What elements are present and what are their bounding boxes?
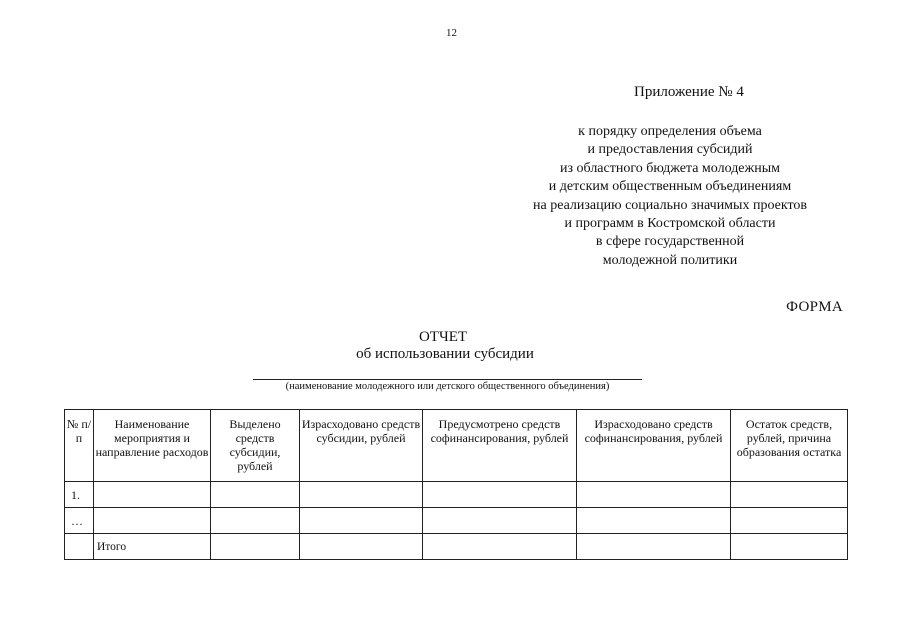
column-header-allocated: Выделено средств субсидии, рублей: [211, 410, 300, 482]
column-header-cofinancing-spent: Израсходовано средств софинансирования, рублей: [577, 410, 731, 482]
row-number: [65, 534, 94, 560]
page-number: 12: [446, 27, 457, 39]
table-cell: [300, 508, 423, 534]
table-cell: [211, 534, 300, 560]
table-cell: [577, 534, 731, 560]
table-cell: [300, 482, 423, 508]
row-number: …: [65, 508, 94, 534]
appendix-description: [520, 123, 820, 270]
appendix-line: к порядку определения объема: [578, 124, 762, 139]
table-cell: [731, 482, 848, 508]
appendix-line: и детским общественным объединениям: [548, 179, 792, 195]
table-cell: [577, 482, 731, 508]
table-cell: [300, 534, 423, 560]
appendix-line: на реализацию социально значимых проектов: [532, 197, 807, 213]
table-total-row: [65, 534, 848, 560]
report-title: ОТЧЕТ: [418, 329, 468, 345]
table-row: [65, 482, 848, 508]
table-cell: [423, 508, 577, 534]
appendix-title: Приложение № 4: [634, 84, 744, 100]
column-header-number: № п/п: [65, 410, 94, 482]
table-cell: [423, 534, 577, 560]
table-cell: [731, 508, 848, 534]
appendix-line: из областного бюджета молодежным: [560, 160, 780, 176]
appendix-line: и программ в Костромской области: [564, 216, 776, 232]
table-cell: [577, 508, 731, 534]
organization-caption: (наименование молодежного или детского общественного объединения): [285, 381, 610, 392]
activity-cell: [94, 508, 211, 534]
table-cell: [211, 482, 300, 508]
total-label: Итого: [94, 534, 211, 560]
table-cell: [423, 482, 577, 508]
appendix-line: в сфере государственной: [595, 234, 745, 250]
activity-cell: [94, 482, 211, 508]
organization-name-line: [253, 379, 642, 380]
form-label: ФОРМА: [786, 299, 843, 315]
report-table: [64, 409, 848, 560]
appendix-line: молодежной политики: [602, 252, 738, 268]
column-header-balance: Остаток средств, рублей, причина образования остатка: [731, 410, 848, 482]
table-header-row: [65, 410, 848, 482]
column-header-spent-subsidy: Израсходовано средств субсидии, рублей: [300, 410, 423, 482]
report-subtitle: об использовании субсидии: [356, 346, 534, 362]
table-row: [65, 508, 848, 534]
table-cell: [211, 508, 300, 534]
column-header-cofinancing-planned: Предусмотрено средств софинансирования, рублей: [423, 410, 577, 482]
appendix-line: и предоставления субсидий: [587, 142, 753, 158]
row-number: 1.: [65, 482, 94, 508]
table-cell: [731, 534, 848, 560]
column-header-activity: Наименование мероприятия и направление расходов: [94, 410, 211, 482]
